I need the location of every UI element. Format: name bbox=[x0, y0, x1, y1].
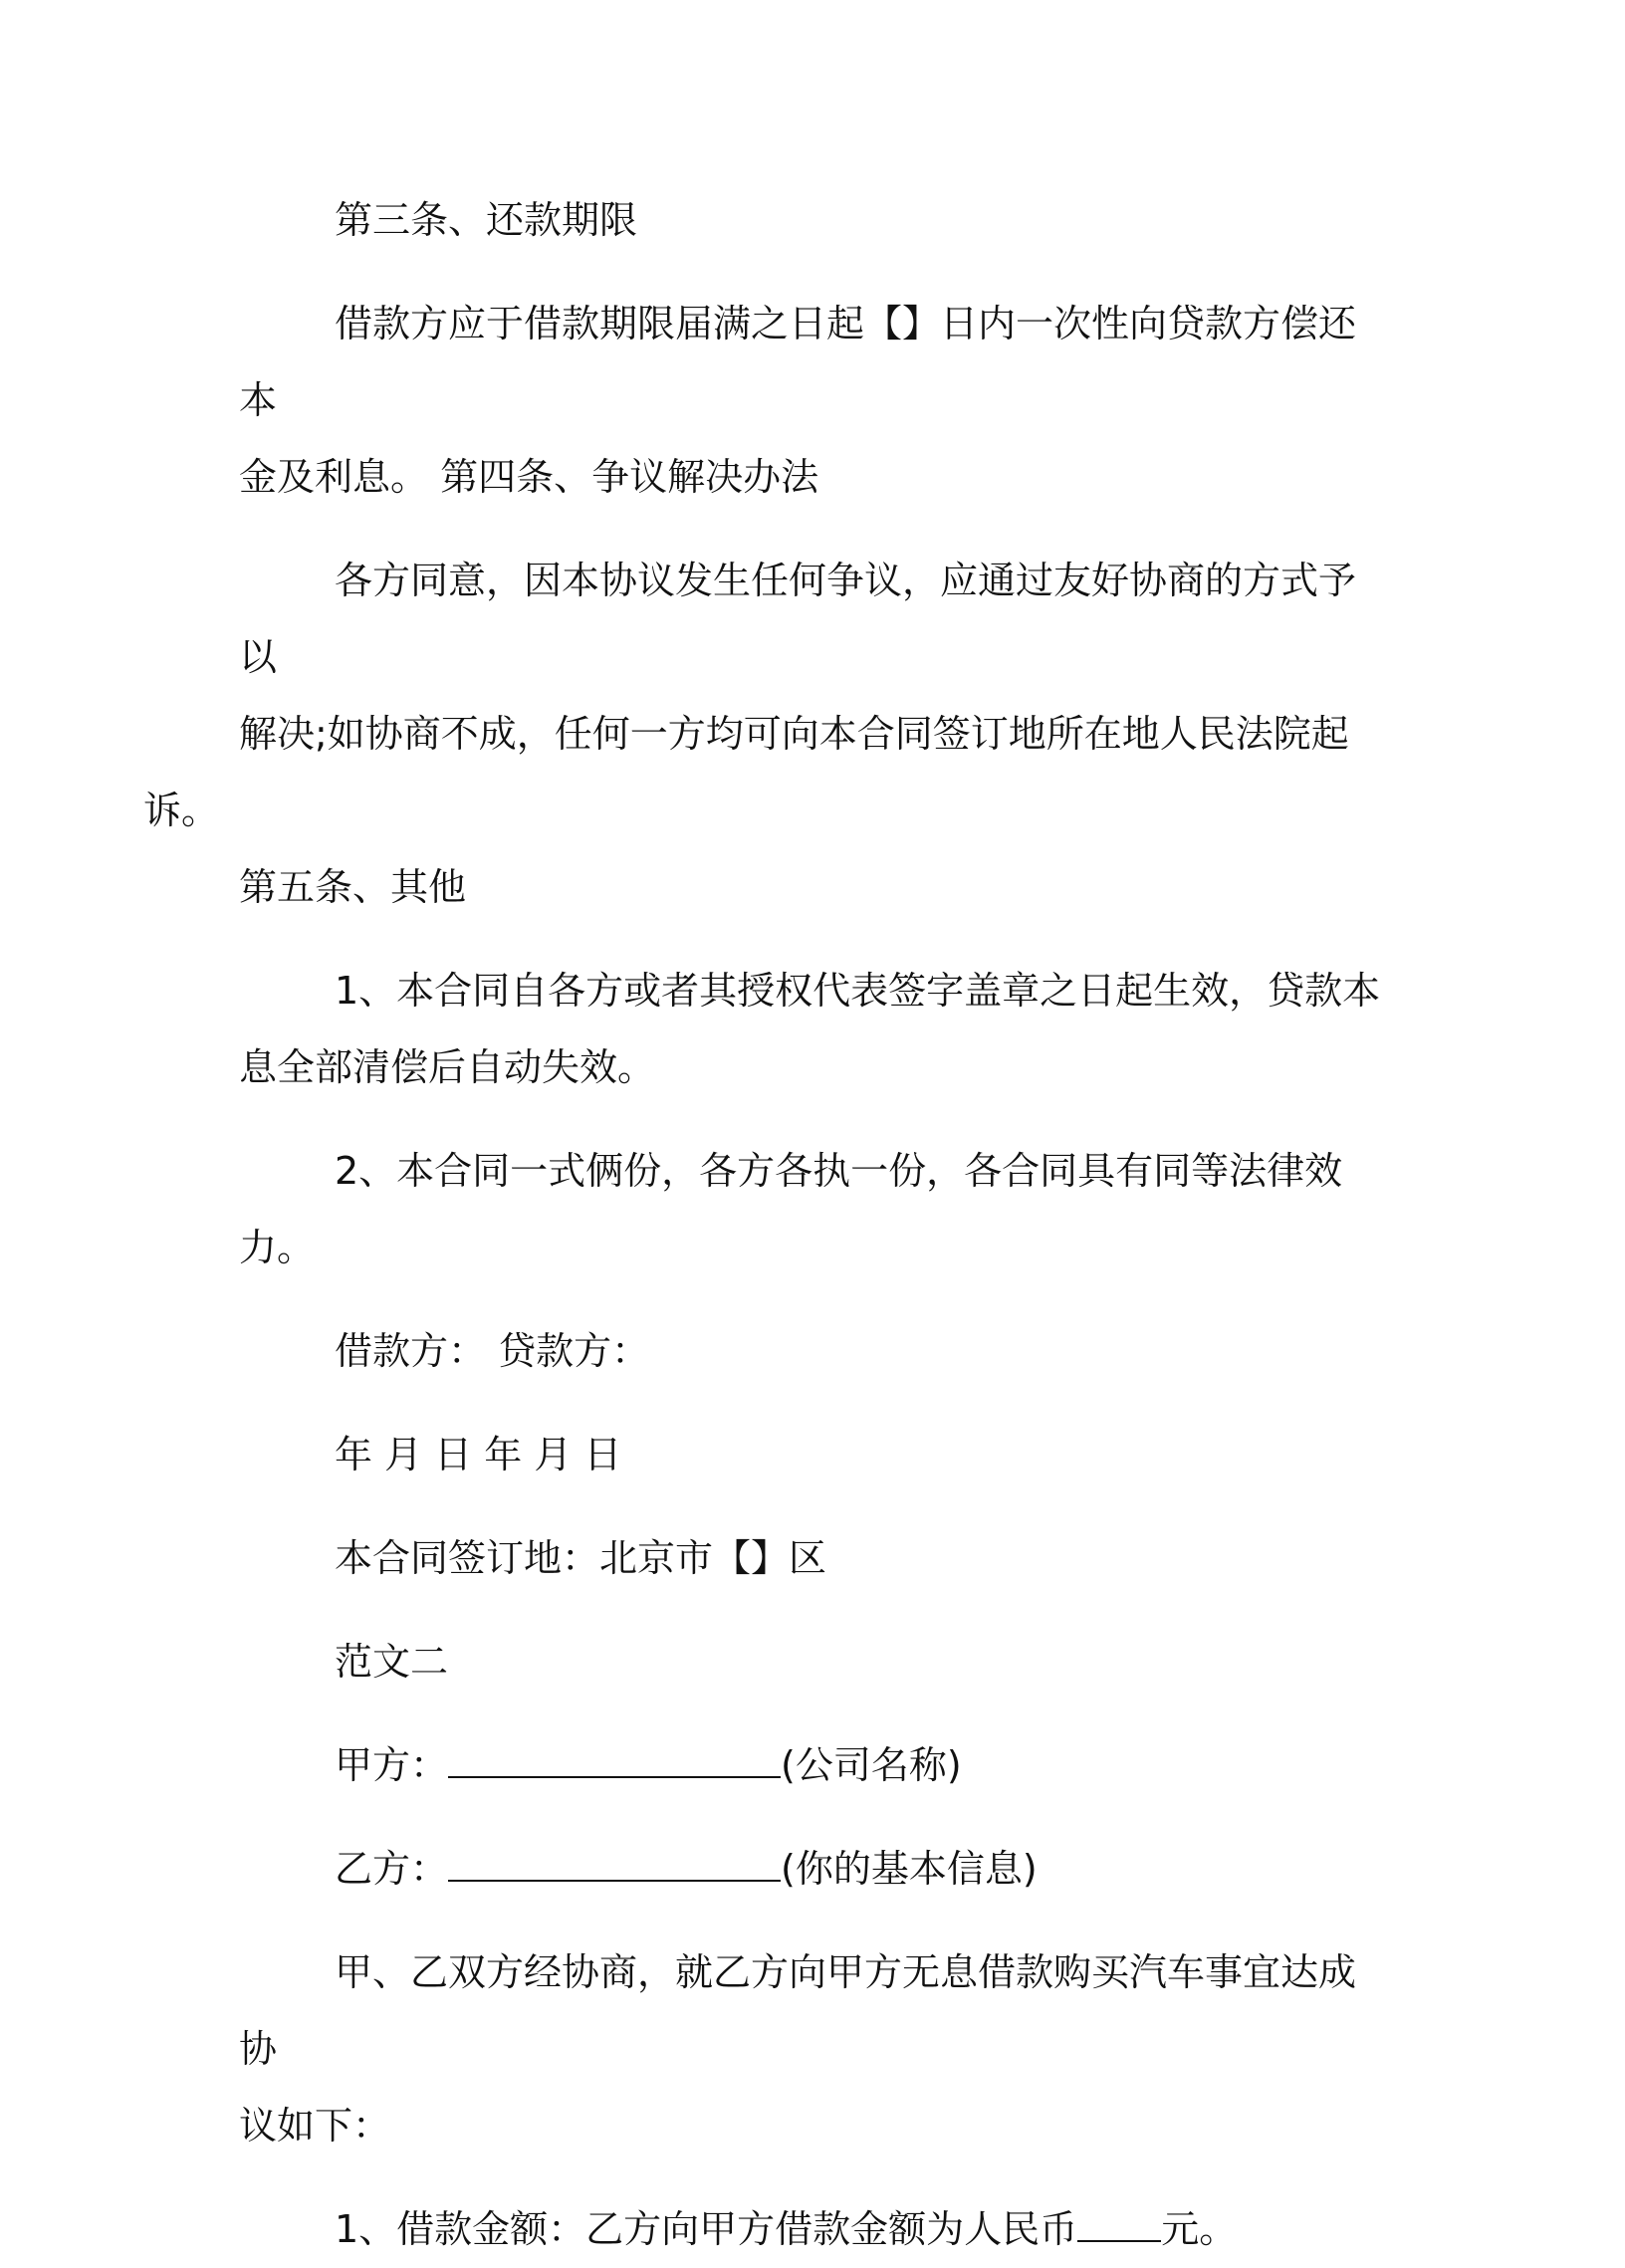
document-body bbox=[143, 182, 1384, 2268]
text-line: 息全部清偿后自动失效。 bbox=[239, 1045, 656, 1089]
paragraph-clause-1 bbox=[239, 953, 1384, 1106]
paragraph-loan-amount bbox=[239, 2191, 1384, 2268]
text-line: 1、本合同自各方或者其授权代表签字盖章之日起生效，贷款本 bbox=[335, 969, 1381, 1013]
party-b-hint: (你的基本信息) bbox=[781, 1847, 1038, 1891]
text-line: 金及利息。 第四条、争议解决办法 bbox=[239, 455, 819, 499]
loan-amount-text: 1、借款金额：乙方向甲方借款金额为人民币 bbox=[335, 2207, 1078, 2251]
party-a-hint: (公司名称) bbox=[781, 1743, 962, 1787]
party-a-line bbox=[239, 1727, 1384, 1804]
party-a-blank bbox=[448, 1744, 781, 1778]
text-line: 借款方应于借款期限届满之日起【】日内一次性向贷款方偿还本 bbox=[239, 302, 1357, 422]
paragraph-clause-2: 2、本合同一式俩份，各方各执一份，各合同具有同等法律效力。 bbox=[239, 1149, 1343, 1269]
heading-article-3: 第三条、还款期限 bbox=[335, 198, 638, 242]
party-b-label: 乙方： bbox=[335, 1847, 449, 1891]
signature-parties: 借款方： 贷款方： bbox=[335, 1329, 650, 1373]
text-line: 议如下： bbox=[239, 2104, 391, 2148]
signing-place: 本合同签订地：北京市【】区 bbox=[335, 1536, 827, 1580]
signature-dates: 年 月 日 年 月 日 bbox=[335, 1433, 622, 1476]
text-line: 各方同意，因本协议发生任何争议，应通过友好协商的方式予以 bbox=[239, 559, 1357, 679]
paragraph-agreement-intro bbox=[239, 1934, 1384, 2164]
paragraph-repayment-term bbox=[239, 286, 1384, 516]
party-b-line bbox=[239, 1831, 1384, 1908]
party-b-blank bbox=[448, 1848, 781, 1882]
section-title-sample-2: 范文二 bbox=[335, 1640, 449, 1684]
loan-amount-unit: 元。 bbox=[1161, 2207, 1238, 2251]
text-line: 甲、乙双方经协商，就乙方向甲方无息借款购买汽车事宜达成协 bbox=[239, 1950, 1357, 2071]
text-line: 解决;如协商不成，任何一方均可向本合同签订地所在地人民法院起诉。 bbox=[143, 712, 1349, 832]
paragraph-dispute-resolution bbox=[143, 543, 1384, 926]
party-a-label: 甲方： bbox=[335, 1743, 449, 1787]
heading-article-5: 第五条、其他 bbox=[239, 865, 467, 909]
loan-amount-blank bbox=[1077, 2208, 1161, 2242]
